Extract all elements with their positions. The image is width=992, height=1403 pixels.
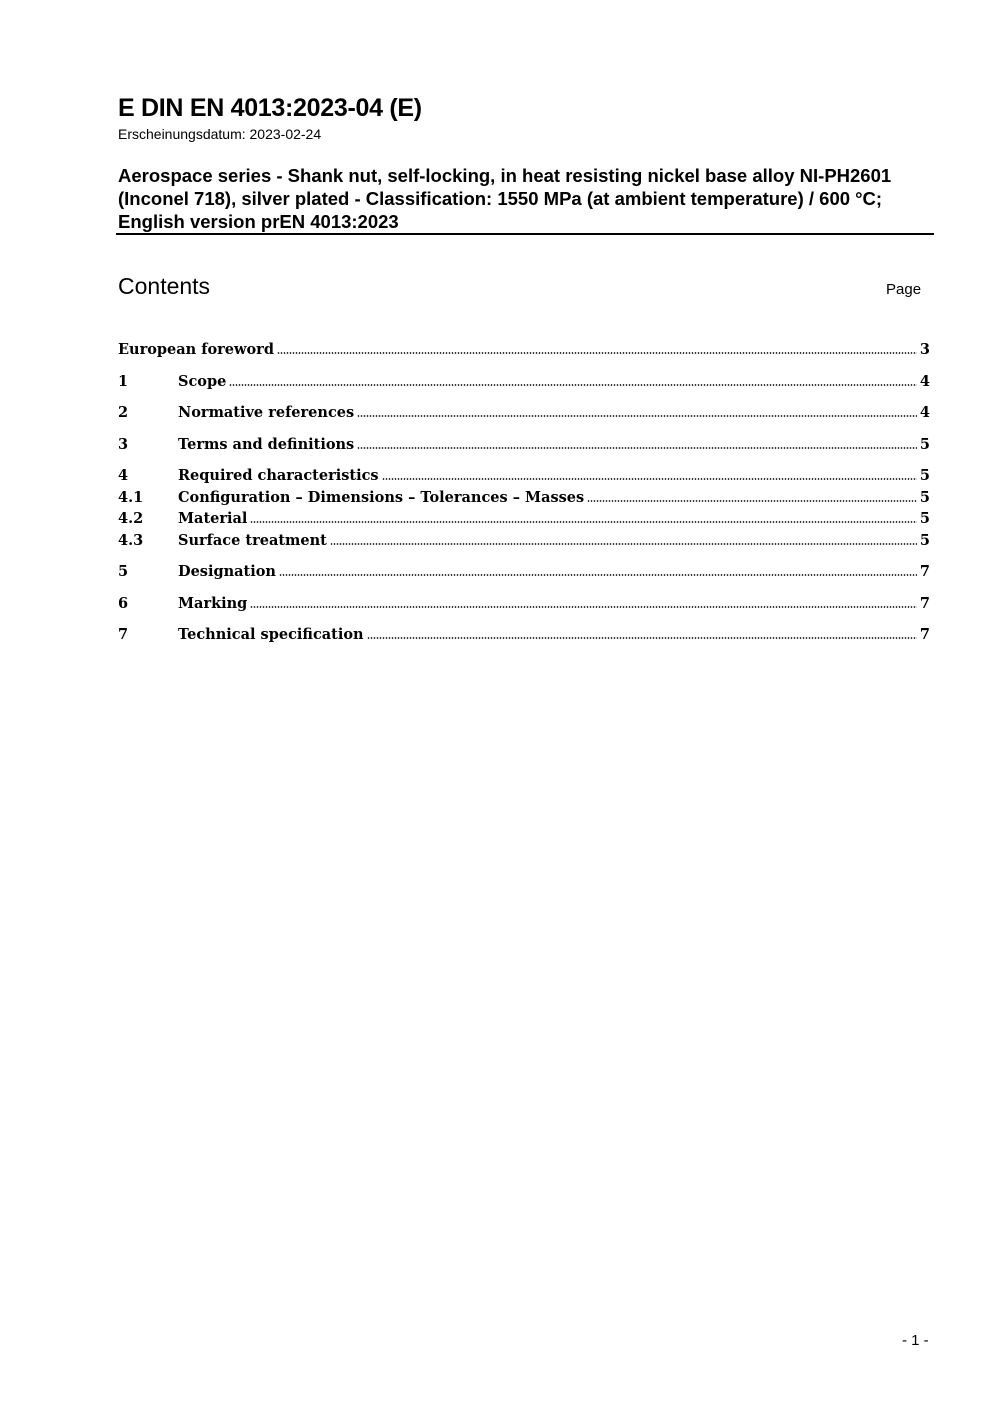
- page-number: - 1 -: [902, 1332, 929, 1349]
- toc-entry-page: 5: [919, 436, 930, 453]
- toc-entry-page: 3: [919, 341, 930, 358]
- toc-dot-leader: [330, 542, 917, 546]
- toc-dot-leader: [587, 499, 917, 503]
- toc-entry-title: Marking: [178, 595, 248, 612]
- toc-entry-scope[interactable]: [118, 372, 930, 392]
- toc-dot-leader: [357, 446, 917, 450]
- toc-entry-number: 4.1: [118, 489, 144, 506]
- toc-entry-number: 2: [118, 404, 129, 421]
- toc-entry-page: 5: [919, 532, 930, 549]
- title-underline: [116, 233, 934, 235]
- toc-entry-page: 5: [919, 489, 930, 506]
- toc-entry-number: 4.3: [118, 532, 144, 549]
- toc-entry-title: Technical specification: [178, 626, 364, 643]
- toc-entry-title: Normative references: [178, 404, 355, 421]
- toc-entry-terms-and-definitions[interactable]: [118, 435, 930, 455]
- page-column-label: Page: [886, 281, 922, 298]
- toc-entry-marking[interactable]: [118, 594, 930, 614]
- document-id: E DIN EN 4013:2023-04 (E): [118, 94, 422, 122]
- toc-entry-title: Material: [178, 510, 248, 527]
- toc-dot-leader: [277, 351, 917, 355]
- toc-dot-leader: [382, 477, 917, 481]
- toc-dot-leader: [279, 573, 917, 577]
- toc-entry-page: 7: [919, 626, 930, 643]
- toc-entry-page: 7: [919, 563, 930, 580]
- toc-entry-normative-references[interactable]: [118, 403, 930, 423]
- toc-entry-page: 7: [919, 595, 930, 612]
- toc-entry-number: 1: [118, 373, 129, 390]
- toc-entry-title: Terms and definitions: [178, 436, 355, 453]
- toc-entry-european-foreword[interactable]: [118, 340, 930, 360]
- contents-heading: Contents: [118, 273, 211, 299]
- toc-entry-number: 4.2: [118, 510, 144, 527]
- toc-entry-title: European foreword: [118, 341, 274, 358]
- toc-dot-leader: [250, 605, 917, 609]
- toc-entry-designation[interactable]: [118, 562, 930, 582]
- toc-entry-number: 6: [118, 595, 129, 612]
- publication-date: Erscheinungsdatum: 2023-02-24: [118, 126, 322, 142]
- toc-dot-leader: [229, 383, 917, 387]
- toc-entry-page: 4: [919, 373, 930, 390]
- toc-entry-title: Required characteristics: [178, 467, 379, 484]
- toc-entry-title: Designation: [178, 563, 276, 580]
- toc-entry-required-characteristics[interactable]: [118, 466, 930, 486]
- toc-entry-number: 5: [118, 563, 129, 580]
- toc-dot-leader: [250, 520, 916, 524]
- toc-entry-page: 5: [919, 467, 930, 484]
- document-title: Aerospace series - Shank nut, self-locking, in heat resisting nickel base alloy NI-PH2601 (Inconel 718), silver plated - Classification: 1550 MPa (at ambient temperature) / 600 °C; English version prEN 4013:2023: [118, 165, 892, 232]
- toc-entry-technical-specification[interactable]: [118, 625, 930, 645]
- toc-entry-page: 4: [919, 404, 930, 421]
- toc-entry-configuration[interactable]: [118, 488, 930, 508]
- toc-entry-number: 3: [118, 436, 129, 453]
- toc-dot-leader: [367, 636, 917, 640]
- toc-entry-title: Scope: [178, 373, 227, 390]
- toc-entry-number: 7: [118, 626, 129, 643]
- toc-entry-surface-treatment[interactable]: [118, 531, 930, 551]
- toc-entry-page: 5: [919, 510, 930, 527]
- toc-dot-leader: [357, 414, 917, 418]
- toc-entry-number: 4: [118, 467, 129, 484]
- toc-entry-material[interactable]: [118, 509, 930, 529]
- toc-entry-title: Surface treatment: [178, 532, 327, 549]
- toc-entry-title: Configuration – Dimensions – Tolerances – Masses: [178, 489, 585, 506]
